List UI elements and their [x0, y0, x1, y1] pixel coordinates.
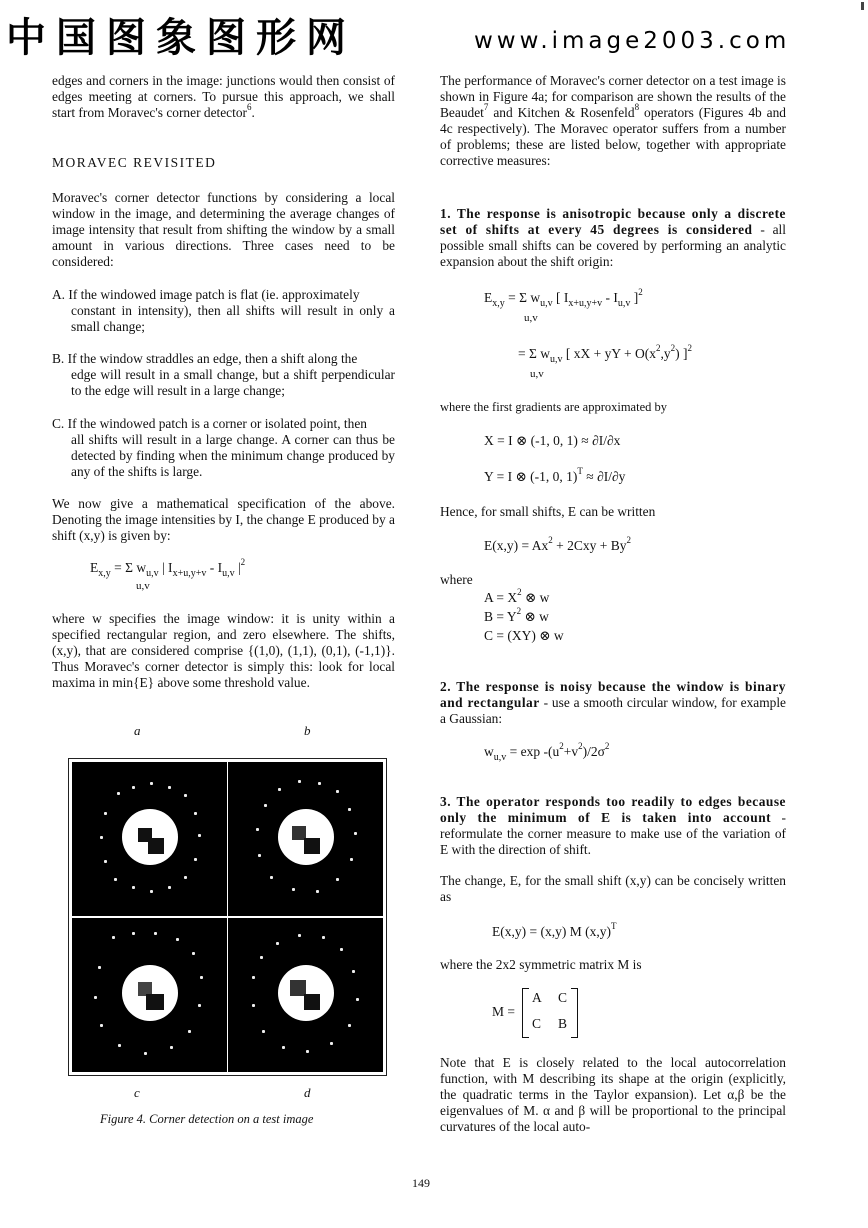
right-paragraph-autocorrelation: Note that E is closely related to the local autocorrelation function, with M describing its shape at the origin (explicitly, the quadratic terms in the Taylor expansion). Let α,β be the eigenvalues of M. α and β will be proportional to the principal curvatures of the local auto- — [440, 1055, 786, 1134]
equation-expansion-1-limits: u,v — [524, 312, 538, 324]
equation-gradient-x: X = I ⊗ (-1, 0, 1) ≈ ∂I/∂x — [484, 433, 621, 448]
matrix-cell-11: A — [532, 990, 542, 1005]
left-paragraph-intro: edges and corners in the image: junctions would then consist of edges meeting at corners. To pursue this approach, we shall start from Moravec's corner detector$^6$. — [52, 73, 395, 120]
figure-panel-c — [72, 918, 227, 1072]
matrix-cell-21: C — [532, 1016, 542, 1031]
figure-panel-b — [228, 762, 383, 916]
change-text: The change, E, for the small shift (x,y) can be concisely written as — [440, 873, 786, 904]
equation-gradient-y: Y = I ⊗ (-1, 0, 1)$^T$ ≈ ∂I/∂y — [484, 466, 626, 484]
case-a: A. If the windowed image patch is flat (ie. approximately constant in intensity), then all shifts will result in only a small change; — [52, 287, 395, 334]
case-c: C. If the windowed patch is a corner or isolated point, then all shifts will result in a large change. A corner can thus be detected by finding when the minimum change produced by any of the shifts is large. — [52, 416, 395, 479]
figure-label-b: b — [304, 723, 311, 738]
equation-B: $B = Y^2$ ⊗ w — [484, 606, 549, 624]
equation-expansion-1: $E_{x,y} = \Sigma$ $w_{u,v}$ [ $I_{x+u,y+v} - I_{u,v}$ ]$^2$ — [484, 287, 643, 309]
equation-gaussian: $w_{u,v} = \exp -(u^2+v^2)/2\sigma^2$ — [484, 741, 610, 763]
equation-expansion-2: = Σ $w_{u,v}$ [ xX + yY + $O(x^2,y^2)$ ]$^2$ — [518, 343, 692, 365]
problem-2: 2. The response is noisy because the window is binary and rectangular - use a smooth circular window, for example a Gaussian: — [440, 679, 786, 726]
site-banner-url: www.image2003.com — [474, 28, 791, 54]
matrix-cell-22: B — [558, 1016, 568, 1031]
matrix-text: where the 2x2 symmetric matrix M is — [440, 957, 642, 972]
figure-label-a: a — [134, 723, 141, 738]
where-text: where — [440, 572, 473, 587]
page-number: 149 — [412, 1176, 430, 1190]
equation-A: $A = X^2$ ⊗ w — [484, 587, 550, 605]
gradients-intro: where the first gradients are approximated by — [440, 400, 667, 414]
figure-label-d: d — [304, 1085, 311, 1100]
figure-corner-detection — [68, 758, 387, 1076]
equation-moravec: $E_{x,y} = \Sigma$ $w_{u,v}$ | $I_{x+u,y+v} - I_{u,v}$ $|^2$ — [90, 557, 246, 579]
left-paragraph-moravec: Moravec's corner detector functions by considering a local window in the image, and determining the average changes of image intensity that result from shifting the window by a small amount in various directions. Three cases need to be considered: — [52, 190, 395, 269]
equation-matrix-form: E(x,y) = (x,y) M $(x,y)^T$ — [492, 921, 617, 939]
matrix-cell-12: C — [558, 990, 568, 1005]
equation-quadratic: $E(x,y) = Ax^2 + 2Cxy + By^2$ — [484, 535, 631, 553]
equation-C: C = (XY) ⊗ w — [484, 628, 564, 643]
problem-3: 3. The operator responds too readily to edges because only the minimum of E is taken into account - reformulate the corner measure to make use of the variation of E with the direction of shift. — [440, 794, 786, 857]
equation-expansion-2-limits: u,v — [530, 368, 544, 380]
section-heading: MORAVEC REVISITED — [52, 155, 217, 170]
case-b: B. If the window straddles an edge, then a shift along the edge will result in a small change, but a shift perpendicular to the edge will result in a large change; — [52, 351, 395, 398]
site-banner-chinese: 中国图象图形网 — [6, 14, 356, 61]
figure-caption: Figure 4. Corner detection on a test image — [100, 1112, 314, 1126]
hence-text: Hence, for small shifts, E can be written — [440, 504, 656, 519]
problem-1: 1. The response is anisotropic because only a discrete set of shifts at every 45 degrees is considered - all possible small shifts can be covered by performing an analytic expansion about the shift origin: — [440, 206, 787, 269]
edge-mark — [861, 2, 864, 10]
equation-moravec-limits: u,v — [136, 580, 150, 592]
right-paragraph-performance: The performance of Moravec's corner detector on a test image is shown in Figure 4a; for comparison are shown the results of the Beaudet$^7$ and Kitchen & Rosenfeld$^8$ operators (Figures 4b and 4c respectively). The Moravec operator suffers from a number of problems; these are listed below, together with appropriate corrective measures: — [440, 73, 786, 168]
figure-panel-a — [72, 762, 227, 916]
figure-label-c: c — [134, 1085, 140, 1100]
left-paragraph-spec: We now give a mathematical specification of the above. Denoting the image intensities by I, the change E produced by a shift (x,y) is given by: — [52, 496, 395, 543]
left-paragraph-window: where w specifies the image window: it is unity within a specified rectangular region, and zero elsewhere. The shifts, (x,y), that are considered comprise {(1,0), (1,1), (0,1), (-1,1)}. Thus Moravec's corner detector is simply this: look for local maxima in min{E} above some threshold value. — [52, 611, 395, 690]
figure-panel-d — [228, 918, 383, 1072]
